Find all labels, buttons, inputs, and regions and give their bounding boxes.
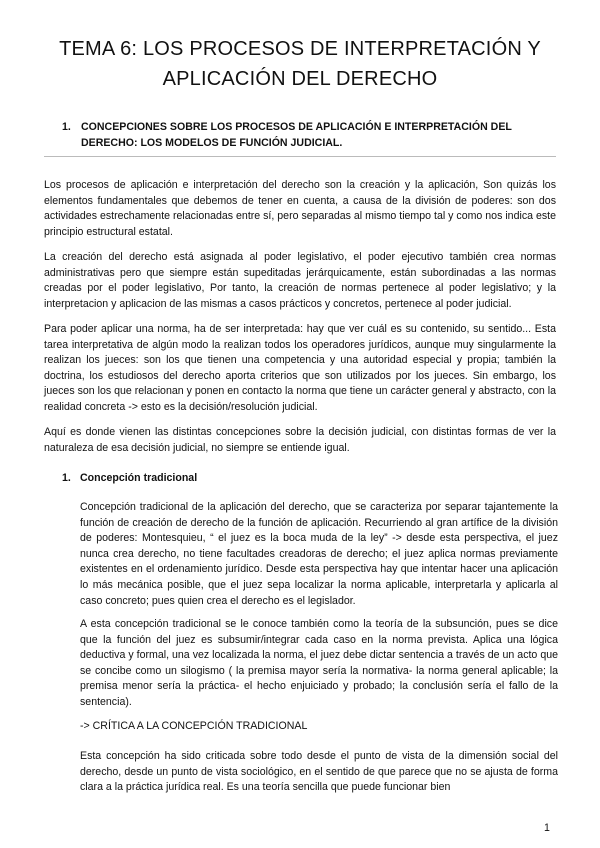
paragraph-intro: Los procesos de aplicación e interpretación del derecho son la creación y la aplicación, Son quizás los elementos fundamentales que debemos de tener en cuenta, a causa de la división de poderes: son dos actividades estrechamente relacionadas entre sí, pero separadas al mismo tiempo tal y como nos indica este principio estructural estatal.	[44, 179, 556, 238]
paragraph-conceptions: Aquí es donde vienen las distintas concepciones sobre la decisión judicial, con distintas formas de ver la naturaleza de esa decisión judicial, no siempre se entiende igual.	[44, 426, 556, 454]
paragraph-critica: Esta concepción ha sido criticada sobre todo desde el punto de vista de la dimensión social del derecho, desde un punto de vista sociológico, en el sentido de que parece que no se ajusta de forma clara a la práctica jurídica real. Es una teoría sencilla que puede funcionar bien	[80, 750, 558, 794]
title-line-2: APLICACIÓN DEL DERECHO	[162, 68, 438, 90]
section-heading	[62, 119, 540, 151]
title-line-1: TEMA 6: LOS PROCESOS DE INTERPRETACIÓN Y	[59, 38, 541, 60]
section-heading-text: CONCEPCIONES SOBRE LOS PROCESOS DE APLICACIÓN E INTERPRETACIÓN DEL DERECHO: LOS MODELOS DE FUNCIÓN JUDICIAL.	[81, 121, 512, 149]
document-title	[40, 34, 560, 94]
section-divider	[44, 156, 556, 157]
subsection-heading	[62, 471, 197, 486]
paragraph-traditional: Concepción tradicional de la aplicación del derecho, que se caracteriza por separar tajantemente la función de creación de derecho de la función de aplicación. Recurriendo al gran artífice de la división de poderes: Montesquieu, “ el juez es la boca muda de la ley” -> desde esta perspectiva, el juez nunca crea derecho, no tiene facultades creadoras de derecho; el juez aplica normas previamente existentes en el ordenamiento jurídico. Desde esta perspectiva hay que intentar hacer una aplicación lo más mecánica posible, que el juez sepa localizar la norma aplicable, interpretarla y aplicarla al caso concreto; pues quien crea el derecho es el legislador.	[80, 501, 558, 607]
subsection-number: 1.	[62, 472, 71, 484]
critica-heading: -> CRÍTICA A LA CONCEPCIÓN TRADICIONAL	[80, 720, 308, 732]
page-number: 1	[544, 822, 550, 834]
section-number: 1.	[62, 121, 71, 133]
paragraph-subsumption: A esta concepción tradicional se le conoce también como la teoría de la subsunción, pues se dice que la función del juez es subsumir/integrar cada caso en la norma prevista. Aplica una lógica deductiva y formal, una vez localizada la norma, el juez debe dictar sentencia a través de un acto que se concibe como un silogismo ( la premisa mayor sería la normativa- la norma general aplicable; la premisa menor sería la práctica- el hecho enjuiciado y probado; la conclusión sería el fallo de la sentencia).	[80, 618, 558, 708]
paragraph-creation: La creación del derecho está asignada al poder legislativo, el poder ejecutivo también crea normas administrativas pero que siempre están supeditadas jerárquicamente, están subordinadas a las normas creadas por el poder legislativo, Por tanto, la creación de normas pertenece al poder legislativo; y la interpretacion y aplicacion de las mismas a casos prácticos y concretos, pertenece al poder judicial.	[44, 251, 556, 310]
paragraph-interpretation: Para poder aplicar una norma, ha de ser interpretada: hay que ver cuál es su contenido, su sentido... Esta tarea interpretativa de algún modo la realizan todos los operadores jurídicos, aunque muy singularmente la realizan los jueces: son los que tienen una competencia y una autoridad especial y propia; también la doctrina, los estudiosos del derecho aporta criterios que son utilizados por los jueces. Sin embargo, los jueces son los que relacionan y ponen en contacto la norma que tiene un carácter general y abstracto, con la realidad concreta -> esto es la decisión/resolución judicial.	[44, 323, 556, 413]
subsection-heading-text: Concepción tradicional	[80, 472, 198, 484]
